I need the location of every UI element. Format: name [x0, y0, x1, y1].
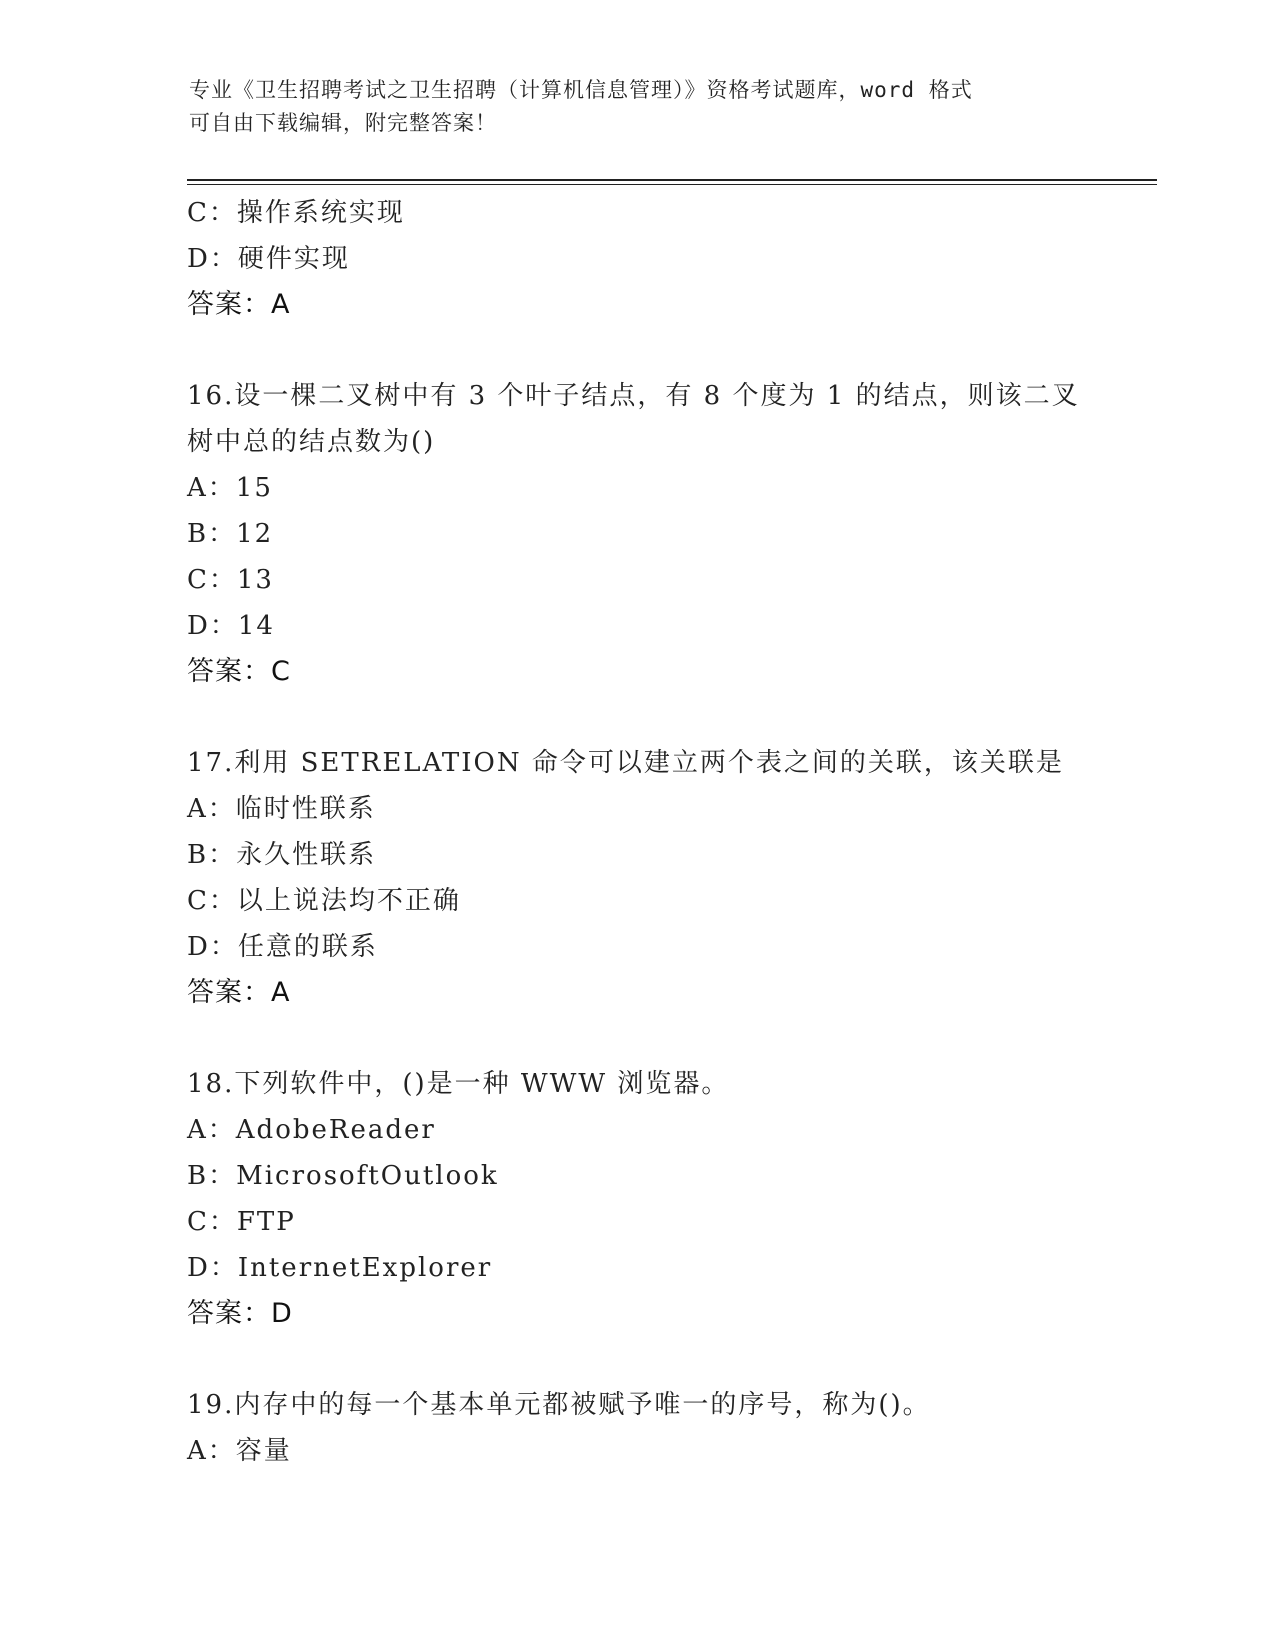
question-stem: 16.设一棵二叉树中有 3 个叶子结点，有 8 个度为 1 的结点，则该二叉 — [187, 381, 1080, 411]
question-stem: 树中总的结点数为() — [187, 427, 436, 457]
question-18 — [187, 1061, 1147, 1337]
spacer — [187, 1337, 1147, 1382]
option-d: D：硬件实现 — [187, 244, 350, 274]
option-d: D：任意的联系 — [187, 932, 378, 962]
option-b: B：永久性联系 — [187, 840, 377, 870]
option-b: B：12 — [187, 519, 274, 549]
header-rule-thick — [187, 179, 1157, 181]
option-a: A：15 — [187, 473, 273, 503]
option-a: A：容量 — [187, 1436, 292, 1466]
document-header — [189, 74, 1089, 140]
option-c: C：操作系统实现 — [187, 198, 405, 228]
question-stem: 19.内存中的每一个基本单元都被赋予唯一的序号，称为()。 — [187, 1390, 931, 1420]
question-15-tail — [187, 190, 1147, 328]
option-b: B：MicrosoftOutlook — [187, 1161, 499, 1191]
question-list — [187, 190, 1147, 1474]
spacer — [187, 695, 1147, 740]
option-a: A：临时性联系 — [187, 794, 376, 824]
question-17 — [187, 740, 1147, 1016]
answer-label: 答案：C — [187, 656, 291, 687]
answer-label: 答案：D — [187, 1298, 293, 1329]
question-stem: 18.下列软件中，()是一种 WWW 浏览器。 — [187, 1069, 730, 1099]
option-c: C：13 — [187, 565, 274, 595]
answer-label: 答案：A — [187, 977, 291, 1008]
header-line-1: 专业《卫生招聘考试之卫生招聘（计算机信息管理）》资格考试题库，word 格式 — [189, 78, 973, 102]
option-c: C：以上说法均不正确 — [187, 886, 461, 916]
option-d: D：14 — [187, 611, 275, 641]
question-16 — [187, 373, 1147, 695]
option-c: C：FTP — [187, 1207, 296, 1237]
answer-label: 答案：A — [187, 289, 291, 320]
option-a: A：AdobeReader — [187, 1115, 436, 1145]
spacer — [187, 328, 1147, 373]
spacer — [187, 1016, 1147, 1061]
header-rule-thin — [187, 184, 1157, 185]
header-line-2: 可自由下载编辑，附完整答案！ — [189, 111, 497, 135]
question-19 — [187, 1382, 1147, 1474]
option-d: D：InternetExplorer — [187, 1253, 493, 1283]
question-stem: 17.利用 SETRELATION 命令可以建立两个表之间的关联，该关联是 — [187, 748, 1064, 778]
